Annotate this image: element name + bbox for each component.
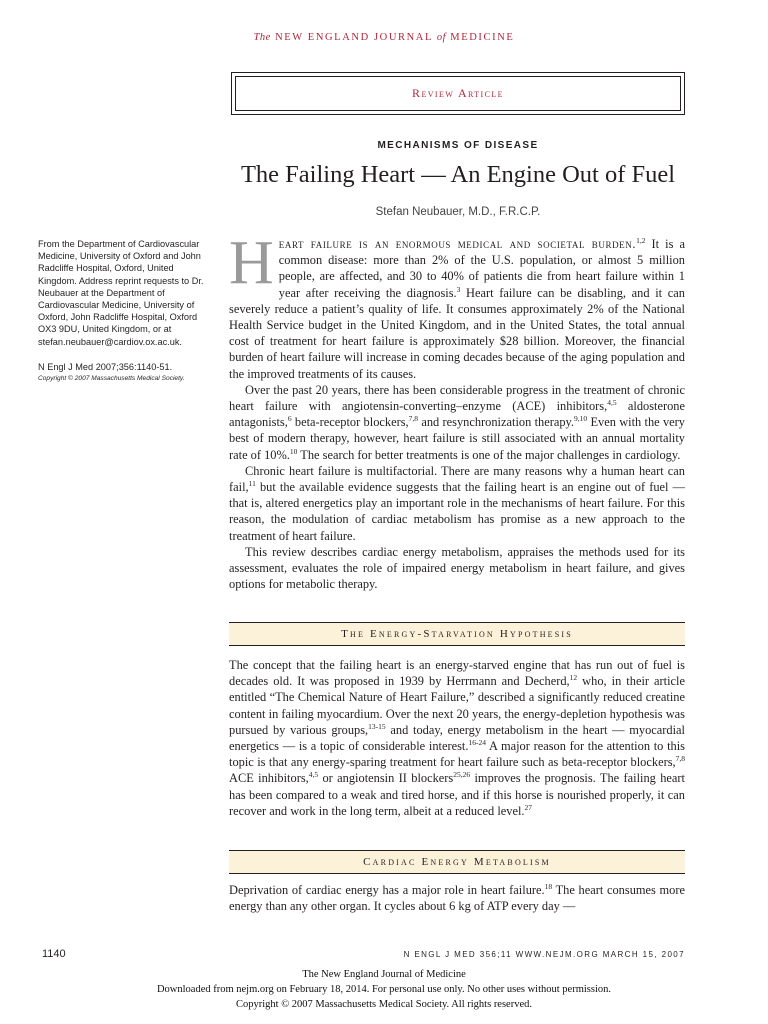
article-citation: N Engl J Med 2007;356:1140-51. — [38, 362, 173, 372]
paragraph-text: Deprivation of cardiac energy has a major role in heart failure. — [229, 883, 545, 897]
paragraph-text: The search for better treatments is one of the major challenges in cardiology. — [297, 447, 681, 462]
article-author: Stefan Neubauer, M.D., F.R.C.P. — [375, 206, 541, 218]
section-kicker: MECHANISMS OF DISEASE — [377, 140, 539, 151]
reference-marker: 4,5 — [607, 398, 617, 408]
section2-paragraph — [229, 882, 685, 914]
reference-marker: 1,2 — [636, 236, 646, 245]
drop-cap: H — [229, 229, 274, 297]
reference-marker: 16-24 — [468, 738, 486, 748]
footer-citation: N ENGL J MED 356;11 WWW.NEJM.ORG MARCH 15, 2007 — [403, 950, 685, 959]
paragraph-text: who, in their article entitled “The Chemical Nature of Heart Failure,” described a significantly reduced creatine content in failing myocardium. Over the next 20 years, the energy-depletion hypothesis was pursued by various groups, — [229, 674, 685, 737]
article-type-label: Review Article — [235, 76, 681, 111]
download-notice: Downloaded from nejm.org on February 18, 2014. For personal use only. No other uses without permission. — [156, 984, 612, 995]
section-heading-cardiac-energy: Cardiac Energy Metabolism — [229, 850, 685, 874]
intro-paragraph-2 — [229, 382, 685, 463]
reference-marker: 6 — [287, 414, 292, 424]
affiliation-text: From the Department of Cardiovascular Medicine, University of Oxford and John Radcliffe Hospital, Oxford, United Kingdom. Address reprint requests to Dr. Neubauer at the Department of Cardiovascular Medicine, University of Oxford, John Radcliffe Hospital, Oxford OX3 9DU, United Kingdom, or at stefan.neubauer@cardiov.ox.ac.uk. — [38, 239, 204, 347]
lead-in: eart failure is an enormous medical and societal burden. — [278, 237, 637, 251]
journal-header-name-a: NEW ENGLAND JOURNAL — [275, 32, 433, 43]
article-copyright: Copyright © 2007 Massachusetts Medical Society. — [38, 375, 185, 382]
journal-header-of: of — [436, 32, 447, 43]
journal-header-the: The — [253, 32, 271, 43]
reference-marker: 18 — [544, 882, 553, 891]
paragraph-text: Over the past 20 years, there has been considerable progress in the treatment of chronic heart failure with angiotensin-converting–enzyme (ACE) inhibitors, — [229, 382, 685, 414]
paragraph-text: beta-receptor blockers, — [291, 415, 409, 430]
paragraph-text: Even with the very best of modern therapy, however, heart failure is still associated with an annual mortality rate of 10%. — [229, 415, 685, 462]
reference-marker: 4,5 — [308, 770, 319, 780]
article-type-box — [231, 72, 685, 115]
reference-marker: 25,26 — [453, 770, 471, 780]
intro-paragraph-4: This review describes cardiac energy metabolism, appraises the methods used for its assessment, evaluates the role of impaired energy metabolism in heart failure, and gives options for metabolic therapy. — [229, 544, 685, 592]
section2-text — [229, 882, 685, 914]
page-number: 1140 — [42, 948, 66, 960]
author-affiliation — [38, 238, 212, 348]
article-title: The Failing Heart — An Engine Out of Fuel — [240, 161, 676, 188]
journal-header-name-b: MEDICINE — [450, 32, 515, 43]
paragraph-text: and today, energy metabolism in the heart — myocardial energetics — is a topic of considerable interest. — [229, 722, 685, 754]
reference-marker: 10 — [289, 446, 298, 456]
reference-marker: 9,10 — [574, 414, 588, 424]
reference-marker: 27 — [524, 802, 533, 812]
paragraph-text: or angiotensin II blockers — [318, 771, 454, 786]
reference-marker: 3 — [456, 284, 461, 294]
reference-marker: 7,8 — [408, 414, 419, 424]
download-notice-journal: The New England Journal of Medicine — [302, 969, 466, 980]
paragraph-text: The heart consumes more energy than any other organ. It cycles about 6 kg of ATP every day — — [229, 883, 685, 914]
paragraph-text: A major reason for the attention to this topic is that any energy-sparing treatment for heart failure such as beta-receptor blockers, — [229, 739, 685, 770]
paragraph-text: aldosterone antagonists, — [229, 399, 686, 430]
paragraph-text: It is a common disease: more than 2% of the U.S. population, or almost 5 million people, are affected, and 30 to 40% of patients die from heart failure within 1 year after receiving the diagnosis. — [278, 237, 685, 300]
paragraph-text: Chronic heart failure is multifactorial. There are many reasons why a human heart can fail, — [229, 463, 685, 495]
intro-paragraph-3 — [229, 463, 685, 544]
paragraph-text: ACE inhibitors, — [229, 771, 309, 786]
paragraph-text: and resynchronization therapy. — [418, 415, 575, 430]
intro-paragraph-1 — [229, 229, 685, 382]
intro-text — [229, 229, 686, 592]
paragraph-text: Heart failure can be disabling, and it can severely reduce a patient’s quality of life. It consumes approximately 2% of the National Health Service budget in the United Kingdom, and in the United States, the total annual cost of treatment for heart failure is approximately $28 billion. Moreover, the financial burden of heart failure will increase in coming decades because of the aging population and the improved treatments of its causes. — [229, 285, 685, 381]
reference-marker: 13-15 — [368, 721, 386, 731]
paragraph-text: The concept that the failing heart is an energy-starved engine that has run out of fuel is decades old. It was proposed in 1939 by Herrmann and Decherd, — [229, 658, 685, 689]
section1-paragraph — [229, 657, 685, 819]
download-copyright: Copyright © 2007 Massachusetts Medical Society. All rights reserved. — [236, 999, 532, 1010]
paragraph-text: improves the prognosis. The failing heart has been compared to a weak and tired horse, and if this horse is nourished properly, it can recover and work in the long term, albeit at a reduced level. — [229, 771, 685, 818]
section1-text — [229, 657, 685, 819]
journal-header — [0, 32, 768, 43]
paragraph-text: but the available evidence suggests that the failing heart is an engine out of fuel — that is, altered energetics play an important role in the mechanisms of heart failure. For this reason, the modulation of cardiac metabolism has promise as a new approach to the treatment of heart failure. — [229, 480, 685, 543]
reference-marker: 12 — [569, 673, 578, 683]
reference-marker: 7,8 — [675, 754, 685, 764]
reference-marker: 11 — [248, 479, 256, 489]
section-heading-energy-starvation: The Energy-Starvation Hypothesis — [229, 622, 685, 646]
